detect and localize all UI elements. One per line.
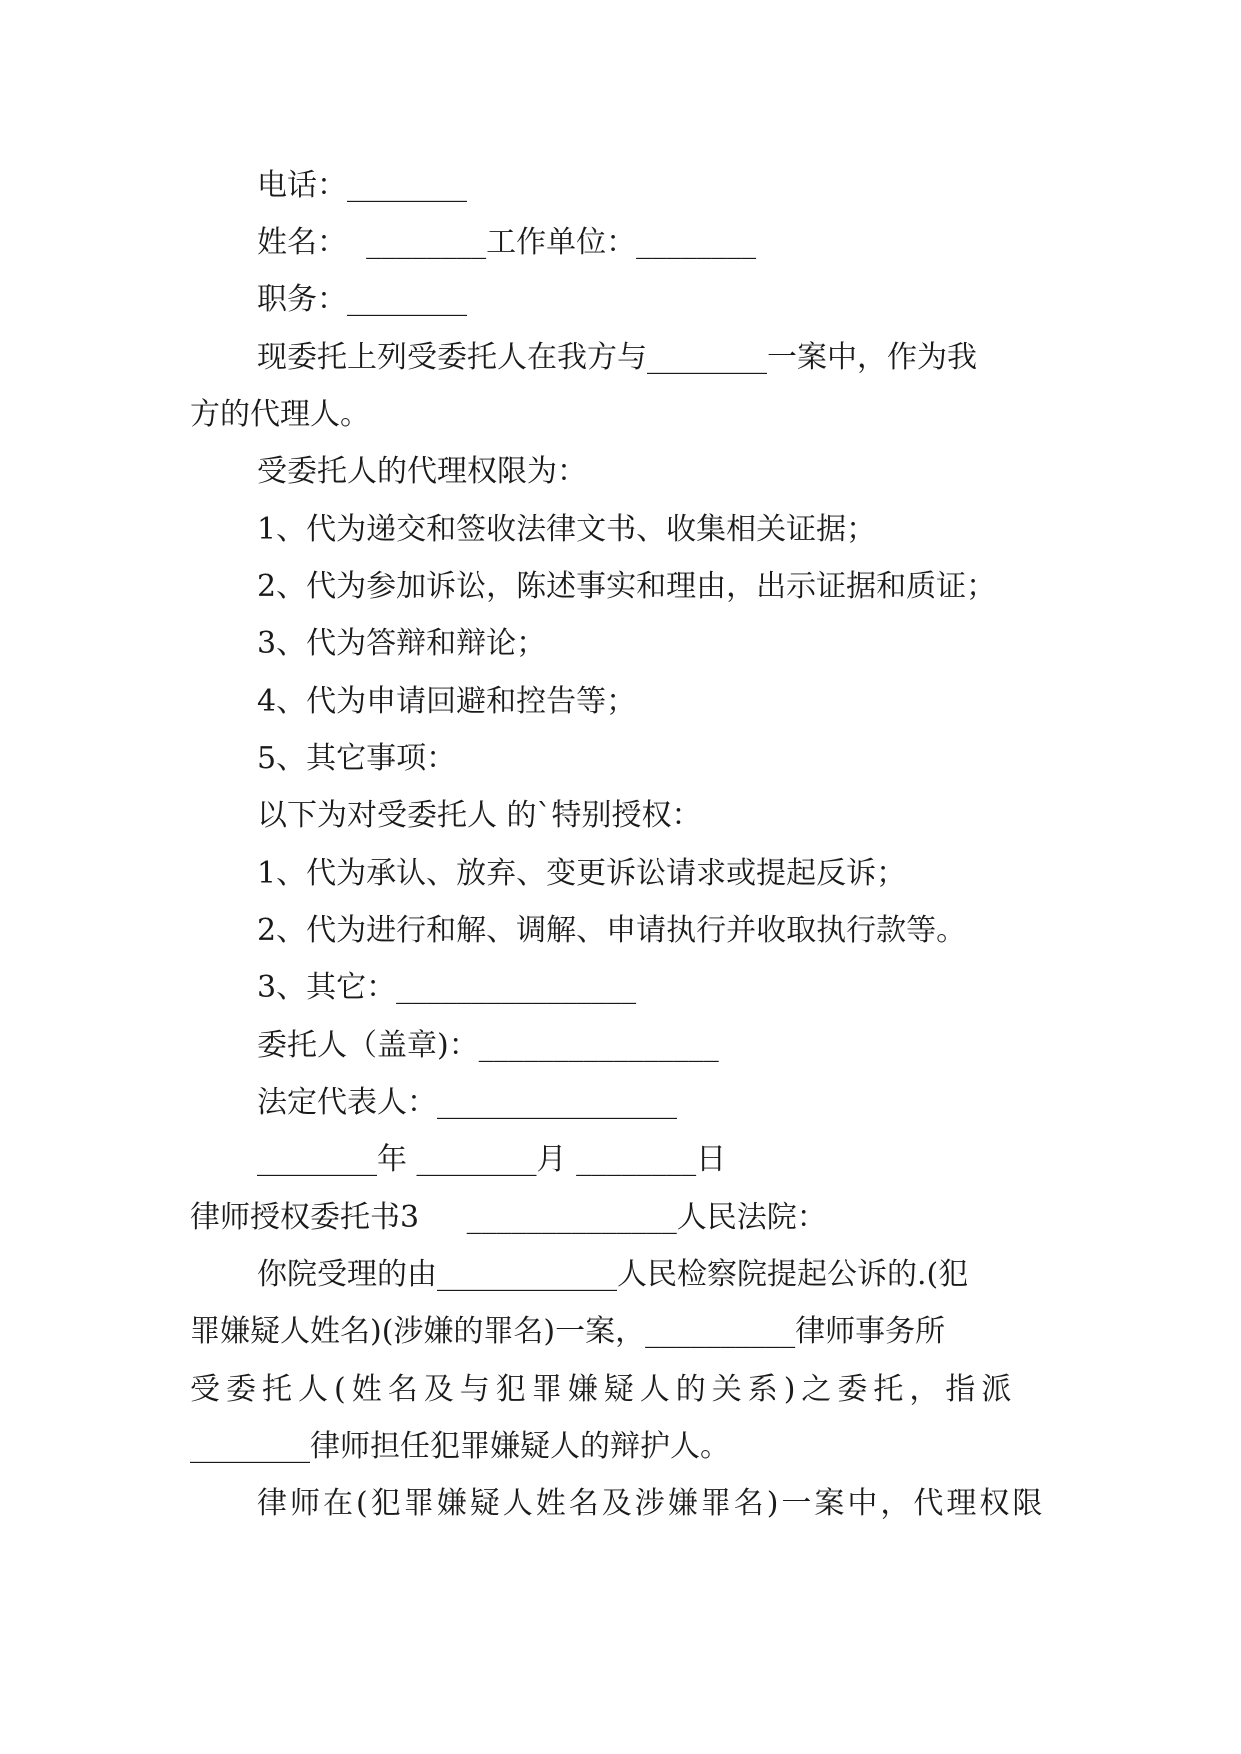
authority-item-5: 5、其它事项：: [257, 741, 457, 776]
principal-seal-line: 委托人（盖章)：________________: [257, 1028, 719, 1063]
date-line: ________年 ________月 ________日: [257, 1142, 727, 1177]
paragraph-entrust-line-2: 方的代理人。: [190, 397, 370, 432]
defense-paragraph-line-2: 罪嫌疑人姓名)(涉嫌的罪名)一案，__________律师事务所: [190, 1314, 946, 1349]
section-title-court-line: 律师授权委托书3 ______________人民法院：: [190, 1200, 827, 1235]
authority-item-3: 3、代为答辩和辩论；: [257, 626, 547, 661]
name-workunit-line: 姓名： ________工作单位：________: [257, 225, 757, 260]
defense-paragraph-line-4: ________律师担任犯罪嫌疑人的辩护人。: [190, 1429, 730, 1464]
paragraph-entrust-line-1: 现委托上列受委托人在我方与________一案中，作为我: [257, 340, 977, 375]
legal-representative-line: 法定代表人：________________: [257, 1085, 677, 1120]
special-authority-heading: 以下为对受委托人 的`特别授权：: [257, 798, 702, 833]
phone-line: 电话：________: [257, 168, 467, 203]
special-authority-item-3: 3、其它：________________: [257, 970, 637, 1005]
authority-item-4: 4、代为申请回避和控告等；: [257, 684, 637, 719]
position-line: 职务：________: [257, 282, 467, 317]
authority-item-1: 1、代为递交和签收法律文书、收集相关证据；: [257, 512, 877, 547]
special-authority-item-2: 2、代为进行和解、调解、申请执行并收取执行款等。: [257, 913, 967, 948]
authority-heading: 受委托人的代理权限为：: [257, 454, 587, 489]
special-authority-item-1: 1、代为承认、放弃、变更诉讼请求或提起反诉；: [257, 856, 907, 891]
authority-item-2: 2、代为参加诉讼，陈述事实和理由，出示证据和质证；: [257, 569, 997, 604]
defense-paragraph-line-3: 受委托人(姓名及与犯罪嫌疑人的关系)之委托，指派: [190, 1372, 1018, 1407]
defense-paragraph-line-1: 你院受理的由____________人民检察院提起公诉的.(犯: [257, 1257, 969, 1292]
lawyer-authority-line: 律师在(犯罪嫌疑人姓名及涉嫌罪名)一案中，代理权限: [257, 1486, 1046, 1521]
